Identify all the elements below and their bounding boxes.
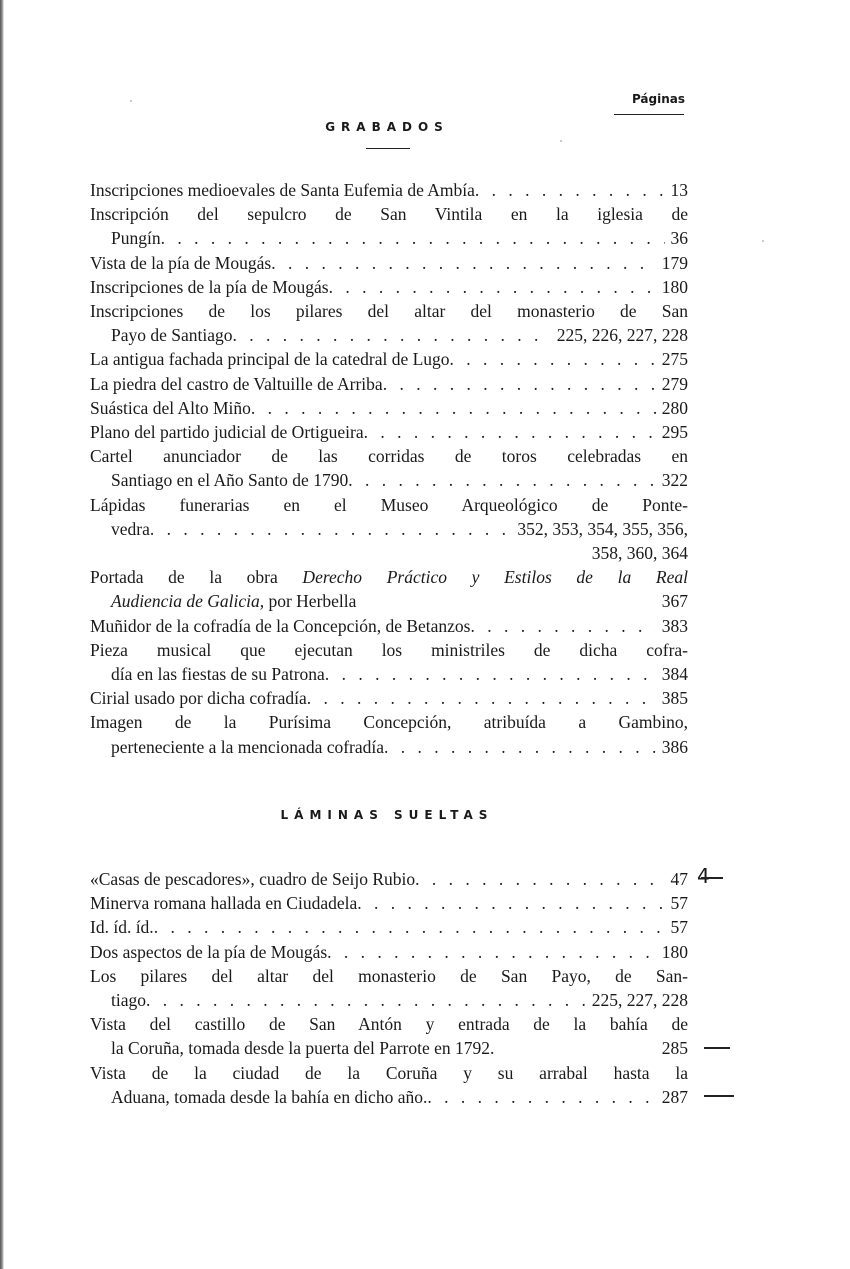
laminas-entry xyxy=(90,1012,688,1060)
entry-text: Audiencia de Galicia, por Herbella xyxy=(111,591,357,612)
entry-text: «Casas de pescadores», cuadro de Seijo Rubio xyxy=(90,869,416,889)
dot-leader xyxy=(251,396,656,420)
grabados-entry-line xyxy=(90,614,688,638)
dot-leader xyxy=(471,614,656,638)
page-number: 279 xyxy=(661,373,688,394)
grabados-entry-line xyxy=(90,178,688,202)
dot-leader xyxy=(271,251,656,275)
grabados-entry xyxy=(90,299,688,347)
grabados-entry xyxy=(90,396,688,420)
entry-text: Pieza musical que ejecutan los ministriles de dicha cofra- xyxy=(90,639,688,660)
dot-leader xyxy=(384,735,656,759)
entry-italic-title: Audiencia de Galicia, xyxy=(111,591,265,612)
grabados-list xyxy=(90,178,688,759)
grabados-entry xyxy=(90,202,688,250)
grabados-entry-line xyxy=(90,710,688,734)
page-number: 36 xyxy=(670,228,688,249)
entry-text: Vista de la ciudad de la Coruña y su arrabal hasta la xyxy=(90,1062,688,1083)
grabados-entry-line xyxy=(90,323,688,347)
page-number: 180 xyxy=(661,941,688,962)
grabados-entry-line xyxy=(90,226,688,250)
page-number: 180 xyxy=(661,276,688,297)
page-number: 225, 226, 227, 228 xyxy=(556,325,688,346)
dot-leader xyxy=(233,323,551,347)
grabados-entry xyxy=(90,372,688,396)
dot-leader xyxy=(146,988,586,1012)
page-number: 295 xyxy=(661,422,688,443)
entry-text: Aduana, tomada desde la bahía en dicho año. xyxy=(111,1086,428,1107)
grabados-entry-line xyxy=(90,444,688,468)
paginas-column-heading: Páginas xyxy=(631,92,685,106)
page-number: 385 xyxy=(661,688,688,709)
page-number: 367 xyxy=(661,591,688,612)
entry-text: Dos aspectos de la pía de Mougás xyxy=(90,941,328,962)
page-edge xyxy=(0,0,4,1269)
grabados-title: GRABADOS xyxy=(325,120,449,134)
entry-text: perteneciente a la mencionada cofradía xyxy=(111,736,385,757)
laminas-entry xyxy=(90,940,688,964)
dot-leader xyxy=(307,686,656,710)
entry-text: Vista del castillo de San Antón y entrada de la bahía de xyxy=(90,1014,688,1035)
margin-mark-four: 4 xyxy=(697,864,710,888)
page-number: 358, 360, 364 xyxy=(591,543,688,564)
grabados-entry xyxy=(90,420,688,444)
entry-text: Cartel anunciador de las corridas de toros celebradas en xyxy=(90,446,688,467)
page-number: 285 xyxy=(661,1038,688,1059)
margin-mark-dash xyxy=(704,1095,734,1097)
entry-text: Muñidor de la cofradía de la Concepción, de Betanzos xyxy=(90,615,471,636)
page-number: 287 xyxy=(661,1086,688,1107)
grabados-entry-line xyxy=(90,493,688,517)
grabados-entry xyxy=(90,710,688,758)
paper-speck xyxy=(130,100,132,102)
page-number: 275 xyxy=(661,349,688,370)
dot-leader xyxy=(348,468,656,492)
entry-text: Minerva romana hallada en Ciudadela xyxy=(90,893,358,914)
grabados-entry xyxy=(90,565,688,613)
entry-text: Suástica del Alto Miño xyxy=(90,397,251,418)
grabados-entry xyxy=(90,275,688,299)
dot-leader xyxy=(154,915,665,939)
page-number: 383 xyxy=(661,615,688,636)
dot-leader xyxy=(161,226,665,250)
laminas-entry-line xyxy=(90,940,688,964)
dot-leader xyxy=(357,891,664,915)
paginas-underline xyxy=(614,114,684,115)
page-number: 352, 353, 354, 355, 356, xyxy=(517,518,688,539)
grabados-entry-line xyxy=(90,541,688,565)
laminas-entry xyxy=(90,1061,688,1109)
entry-text: vedra xyxy=(111,518,150,539)
grabados-entry-line xyxy=(90,420,688,444)
grabados-entry-line xyxy=(90,468,688,492)
grabados-entry-line xyxy=(90,372,688,396)
dot-leader xyxy=(415,867,664,891)
grabados-entry xyxy=(90,178,688,202)
entry-text: Lápidas funerarias en el Museo Arqueológico de Ponte- xyxy=(90,494,688,515)
entry-text: La antigua fachada principal de la catedral de Lugo xyxy=(90,349,450,370)
entry-text: día en las fiestas de su Patrona xyxy=(111,664,325,685)
laminas-entry-line xyxy=(90,1085,688,1109)
entry-text: Payo de Santiago xyxy=(111,325,233,346)
laminas-entry xyxy=(90,964,688,1012)
grabados-entry xyxy=(90,347,688,371)
page-number: 384 xyxy=(661,664,688,685)
grabados-entry-line xyxy=(90,251,688,275)
grabados-entry-line xyxy=(90,517,688,541)
page-number: 47 xyxy=(670,869,688,889)
entry-text: Plano del partido judicial de Ortigueira xyxy=(90,422,364,443)
entry-text: Portada de la obra Derecho Práctico y Estilos de la Real xyxy=(90,567,688,588)
entry-text: Inscripciones de la pía de Mougás xyxy=(90,276,329,297)
entry-text: Santiago en el Año Santo de 1790 xyxy=(111,470,349,491)
laminas-entry-line xyxy=(90,915,688,939)
grabados-entry-line xyxy=(90,662,688,686)
grabados-entry-line xyxy=(90,202,688,226)
entry-text: Inscripciones medioevales de Santa Eufemia de Ambía xyxy=(90,180,475,200)
grabados-entry xyxy=(90,444,688,492)
grabados-entry xyxy=(90,251,688,275)
dot-leader xyxy=(325,662,656,686)
dot-leader xyxy=(427,1085,655,1109)
grabados-entry-line xyxy=(90,589,688,613)
dot-leader xyxy=(475,178,665,202)
laminas-entry xyxy=(90,867,688,891)
dot-leader xyxy=(383,372,656,396)
page-number: 280 xyxy=(661,397,688,418)
entry-text: tiago xyxy=(111,990,146,1011)
grabados-entry-line xyxy=(90,275,688,299)
dot-leader xyxy=(364,420,656,444)
laminas-list xyxy=(90,867,688,1109)
grabados-entry-line xyxy=(90,638,688,662)
laminas-entry-line xyxy=(90,1061,688,1085)
page-number: 386 xyxy=(661,736,688,757)
entry-text: Los pilares del altar del monasterio de San Payo, de San- xyxy=(90,965,688,986)
dot-leader xyxy=(150,517,512,541)
entry-text: Id. íd. íd. xyxy=(90,917,154,938)
entry-text: Pungín xyxy=(111,228,161,249)
paper-speck xyxy=(560,140,562,142)
entry-text: Inscripción del sepulcro de San Vintila en la iglesia de xyxy=(90,204,688,225)
margin-mark-dash xyxy=(701,877,723,879)
margin-mark-dash xyxy=(704,1047,730,1049)
grabados-entry-line xyxy=(90,396,688,420)
page-number: 57 xyxy=(670,917,688,938)
page-number: 179 xyxy=(661,252,688,273)
grabados-entry-line xyxy=(90,735,688,759)
grabados-entry xyxy=(90,686,688,710)
laminas-title: LÁMINAS SUELTAS xyxy=(280,808,494,822)
dot-leader xyxy=(327,940,656,964)
laminas-entry xyxy=(90,915,688,939)
paper-speck xyxy=(762,240,764,242)
grabados-entry-line xyxy=(90,347,688,371)
entry-text: Vista de la pía de Mougás xyxy=(90,252,272,273)
page-number: 13 xyxy=(670,180,688,200)
page-number: 57 xyxy=(670,893,688,914)
laminas-entry-line xyxy=(90,988,688,1012)
grabados-title-rule xyxy=(366,148,410,149)
laminas-entry xyxy=(90,891,688,915)
grabados-entry xyxy=(90,638,688,686)
laminas-entry-line xyxy=(90,891,688,915)
page-number: 322 xyxy=(661,470,688,491)
grabados-entry xyxy=(90,493,688,566)
entry-text: La piedra del castro de Valtuille de Arriba xyxy=(90,373,383,394)
entry-text: Imagen de la Purísima Concepción, atribuída a Gambino, xyxy=(90,712,688,733)
entry-text: la Coruña, tomada desde la puerta del Parrote en 1792. xyxy=(111,1038,495,1059)
laminas-entry-line xyxy=(90,1012,688,1036)
grabados-entry-line xyxy=(90,686,688,710)
dot-leader xyxy=(450,347,656,371)
laminas-entry-line xyxy=(90,1036,688,1060)
grabados-entry xyxy=(90,614,688,638)
entry-text: Inscripciones de los pilares del altar del monasterio de San xyxy=(90,301,688,322)
entry-text: Cirial usado por dicha cofradía xyxy=(90,688,307,709)
grabados-entry-line xyxy=(90,565,688,589)
entry-italic-title: Derecho Práctico y Estilos de la Real xyxy=(277,567,688,588)
laminas-entry-line xyxy=(90,867,688,891)
dot-leader xyxy=(329,275,656,299)
laminas-entry-line xyxy=(90,964,688,988)
page-number: 225, 227, 228 xyxy=(591,990,688,1011)
grabados-entry-line xyxy=(90,299,688,323)
